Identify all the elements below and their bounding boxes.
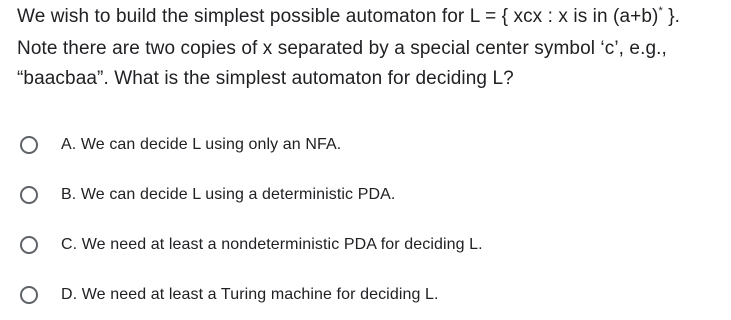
option-a[interactable]: [20, 120, 720, 170]
option-d-label: D. We need at least a Turing machine for deciding L.: [61, 286, 439, 303]
kleene-star: *: [658, 5, 663, 17]
option-c-label: C. We need at least a nondeterministic PDA for deciding L.: [61, 236, 483, 253]
question-line-1-prefix: We wish to build the simplest possible automaton for L = { xcx : x is in (a+b): [17, 6, 659, 27]
option-a-label: A. We can decide L using only an NFA.: [61, 136, 342, 153]
radio-button-c[interactable]: [20, 236, 38, 254]
option-b-label: B. We can decide L using a deterministic PDA.: [61, 186, 396, 203]
option-d[interactable]: [20, 270, 720, 320]
radio-button-a[interactable]: [20, 136, 38, 154]
question-line-2: Note there are two copies of x separated by a special center symbol ‘c’, e.g.,: [17, 38, 667, 59]
question-text: [17, 2, 717, 94]
option-b[interactable]: [20, 170, 720, 220]
question-line-1: [17, 2, 717, 34]
radio-button-b[interactable]: [20, 186, 38, 204]
radio-button-d[interactable]: [20, 286, 38, 304]
answer-options: [20, 120, 720, 320]
question-line-3: “baacbaa”. What is the simplest automaton for deciding L?: [17, 68, 514, 89]
question-line-1-suffix: }.: [662, 6, 681, 27]
option-c[interactable]: [20, 220, 720, 270]
